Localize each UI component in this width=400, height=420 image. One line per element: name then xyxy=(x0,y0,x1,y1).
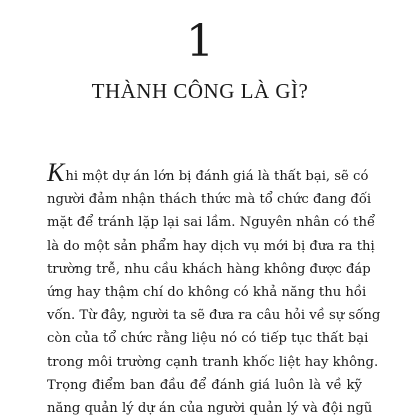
drop-cap: K xyxy=(47,158,65,187)
body-line: trường trễ, nhu cầu khách hàng không được đáp xyxy=(47,261,371,277)
body-line xyxy=(47,158,369,188)
body-line: ứng hay thậm chí do không có khả năng thu hồi xyxy=(47,285,367,301)
body-line: năng quản lý dự án của người quản lý và đội ngũ xyxy=(47,401,373,417)
chapter-number: 1 xyxy=(186,16,214,67)
body-line: Trọng điểm ban đầu để đánh giá luôn là về kỹ xyxy=(47,377,362,393)
body-line: vốn. Từ đây, người ta sẽ đưa ra câu hỏi về sự sống xyxy=(47,308,381,324)
body-line: là do một sản phẩm hay dịch vụ mới bị đưa ra thị xyxy=(47,238,375,254)
chapter-title: THÀNH CÔNG LÀ GÌ? xyxy=(91,79,309,103)
body-line: người đảm nhận thách thức mà tổ chức đang đối xyxy=(47,192,372,208)
body-line-text: hi một dự án lớn bị đánh giá là thất bại, sẽ có xyxy=(65,169,369,184)
body-line: còn của tổ chức rằng liệu nó có tiếp tục thất bại xyxy=(47,331,369,347)
body-line: mặt để tránh lặp lại sai lầm. Nguyên nhân có thể xyxy=(47,215,376,231)
body-line: trong môi trường cạnh tranh khốc liệt hay không. xyxy=(47,354,379,370)
body-paragraph xyxy=(47,158,381,420)
